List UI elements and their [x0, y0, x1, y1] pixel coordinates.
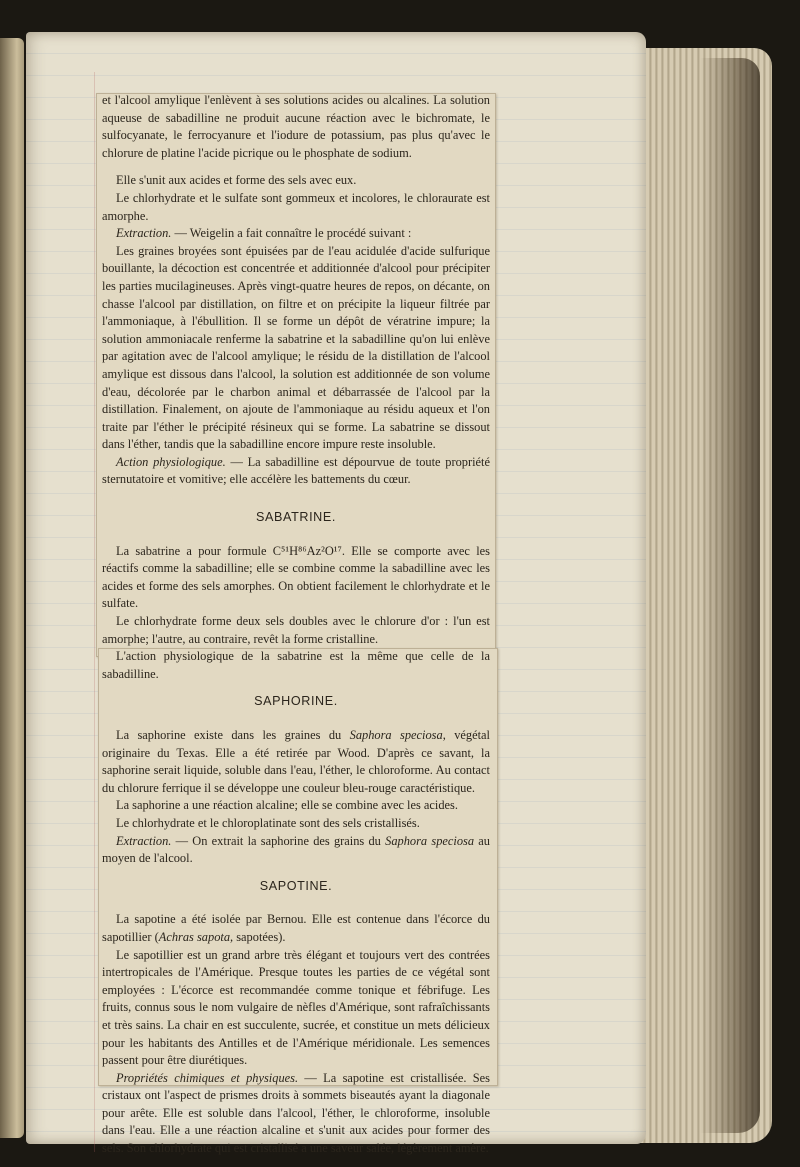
paragraph: Elle s'unit aux acides et forme des sels avec eux. [116, 173, 357, 188]
paragraph: L'action physiologique de la sabatrine est la même que celle de la sabadilline. [102, 649, 490, 681]
section-heading-sapotine: SAPOTINE. [259, 878, 333, 893]
run-in-heading: Extraction. [116, 226, 172, 241]
section-heading-saphorine: SAPHORINE. [254, 694, 338, 709]
run-in-heading: Extraction. [116, 833, 172, 848]
paragraph: Le chlorhydrate et le chloroplatinate sont des sels cristallisés. [116, 815, 420, 830]
paragraph: Propriétés chimiques et physiques. — La sapotine est cristallisée. Ses cristaux ont l'aspect de prismes droits à sommets biseautés ayant la diagonale pour arête. Elle est soluble dans l'alcool, l'éther, le chloroforme, insoluble dans l'eau. Elle a une réaction alcaline et s'unit aux acides pour former des sels. Son chlorhydrate qui est cristallisé a une saveur salée, légèrement amère. [102, 1070, 490, 1156]
paragraph: et l'alcool amylique l'enlèvent à ses solutions acides ou alcalines. La solution aqueuse de sabadilline ne produit aucune réaction avec le bichromate, le sulfocyanate, le ferrocyanure et l'iodure de potassium, pas plus qu'avec le chlorure de platine l'acide picrique ou le phosphate de sodium. [102, 93, 490, 160]
run-in-heading: Propriétés chimiques et physiques. [116, 1070, 299, 1085]
paragraph: Extraction. — Weigelin a fait connaître le procédé suivant : [116, 226, 412, 241]
run-in-heading: Action physiologique. [116, 454, 226, 469]
paragraph: Extraction. — On extrait la saphorine des grains du Saphora speciosa au moyen de l'alcool. [102, 833, 490, 866]
paragraph: Le sapotillier est un grand arbre très élégant et toujours vert des contrées intertropicales de l'Amérique. Presque toutes les parties de ce végétal sont employées : L'écorce est recommandée comme tonique et fébrifuge. Les fruits, connus sous le nom vulgaire de nèfles d'Amérique, sont rafraîchissants et très sains. La chair en est succulente, sucrée, et constitue un mets délicieux pour les habitants des Antilles et de l'Amérique méridionale. Les semences passent pour être diurétiques. [102, 947, 490, 1068]
species-name: Achras sapota, [158, 929, 234, 944]
text-column [102, 92, 490, 1158]
paragraph: La sapotine a été isolée par Bernou. Elle est contenue dans l'écorce du sapotillier (Achras sapota, sapotées). [102, 912, 490, 944]
margin-line [94, 72, 95, 1152]
section-heading-sabatrine: SABATRINE. [256, 510, 336, 525]
paragraph: Les graines broyées sont épuisées par de l'eau acidulée d'acide sulfurique bouillante, la décoction est concentrée et additionnée d'alcool pour précipiter les parties mucilagineuses. Après vingt-quatre heures de repos, on décante, on chasse l'alcool par distillation, on filtre et on précipite la liqueur filtrée par l'ammoniaque, à l'ébullition. Il se forme un dépôt de vératrine impure; la solution ammoniacale renferme la sabatrine et la sabadilline qu'on lui enlève par agitation avec de l'alcool amylique; le résidu de la distillation de l'alcool amylique est dissous dans l'alcool, la solution est additionnée de son volume d'eau, décolorée par le charbon animal et débarrassée de l'alcool par la distillation. Finalement, on ajoute de l'ammoniaque au résidu aqueux et l'on traite par l'éther le précipité résineux qui se forme. La sabatrine se dissout dans l'éther, tandis que la sabadilline encore impure reste insoluble. [102, 243, 490, 452]
paragraph: Le chlorhydrate forme deux sels doubles avec le chlorure d'or : l'un est amorphe; l'autre, au contraire, revêt la forme cristalline. [102, 614, 490, 646]
paragraph: Le chlorhydrate et le sulfate sont gommeux et incolores, le chloraurate est amorphe. [102, 190, 490, 223]
left-page-edge [0, 38, 24, 1138]
paragraph: La saphorine a une réaction alcaline; elle se combine avec les acides. [116, 798, 458, 813]
paragraph: La saphorine existe dans les graines du Saphora speciosa, végétal originaire du Texas. Elle a été retirée par Wood. D'après ce savant, la saphorine serait liquide, soluble dans l'eau, l'éther, le chloroforme. Au contact du chlorure ferrique il se développe une couleur bleu-rouge caractéristique. [102, 728, 490, 795]
species-name: Saphora speciosa [385, 833, 475, 848]
species-name: Saphora speciosa [349, 728, 443, 742]
paragraph: La sabatrine a pour formule C⁵¹H⁸⁶Az²O¹⁷. Elle se comporte avec les réactifs comme la sabadilline; elle se combine comme la sabadilline avec les acides et forme des sels amorphes. On obtient facilement le chlorhydrate et le sulfate. [102, 543, 490, 611]
page-edge-shadow [700, 58, 760, 1133]
paragraph: Action physiologique. — La sabadilline est dépourvue de toute propriété sternutatoire et vomitive; elle accélère les battements du cœur. [102, 454, 490, 487]
